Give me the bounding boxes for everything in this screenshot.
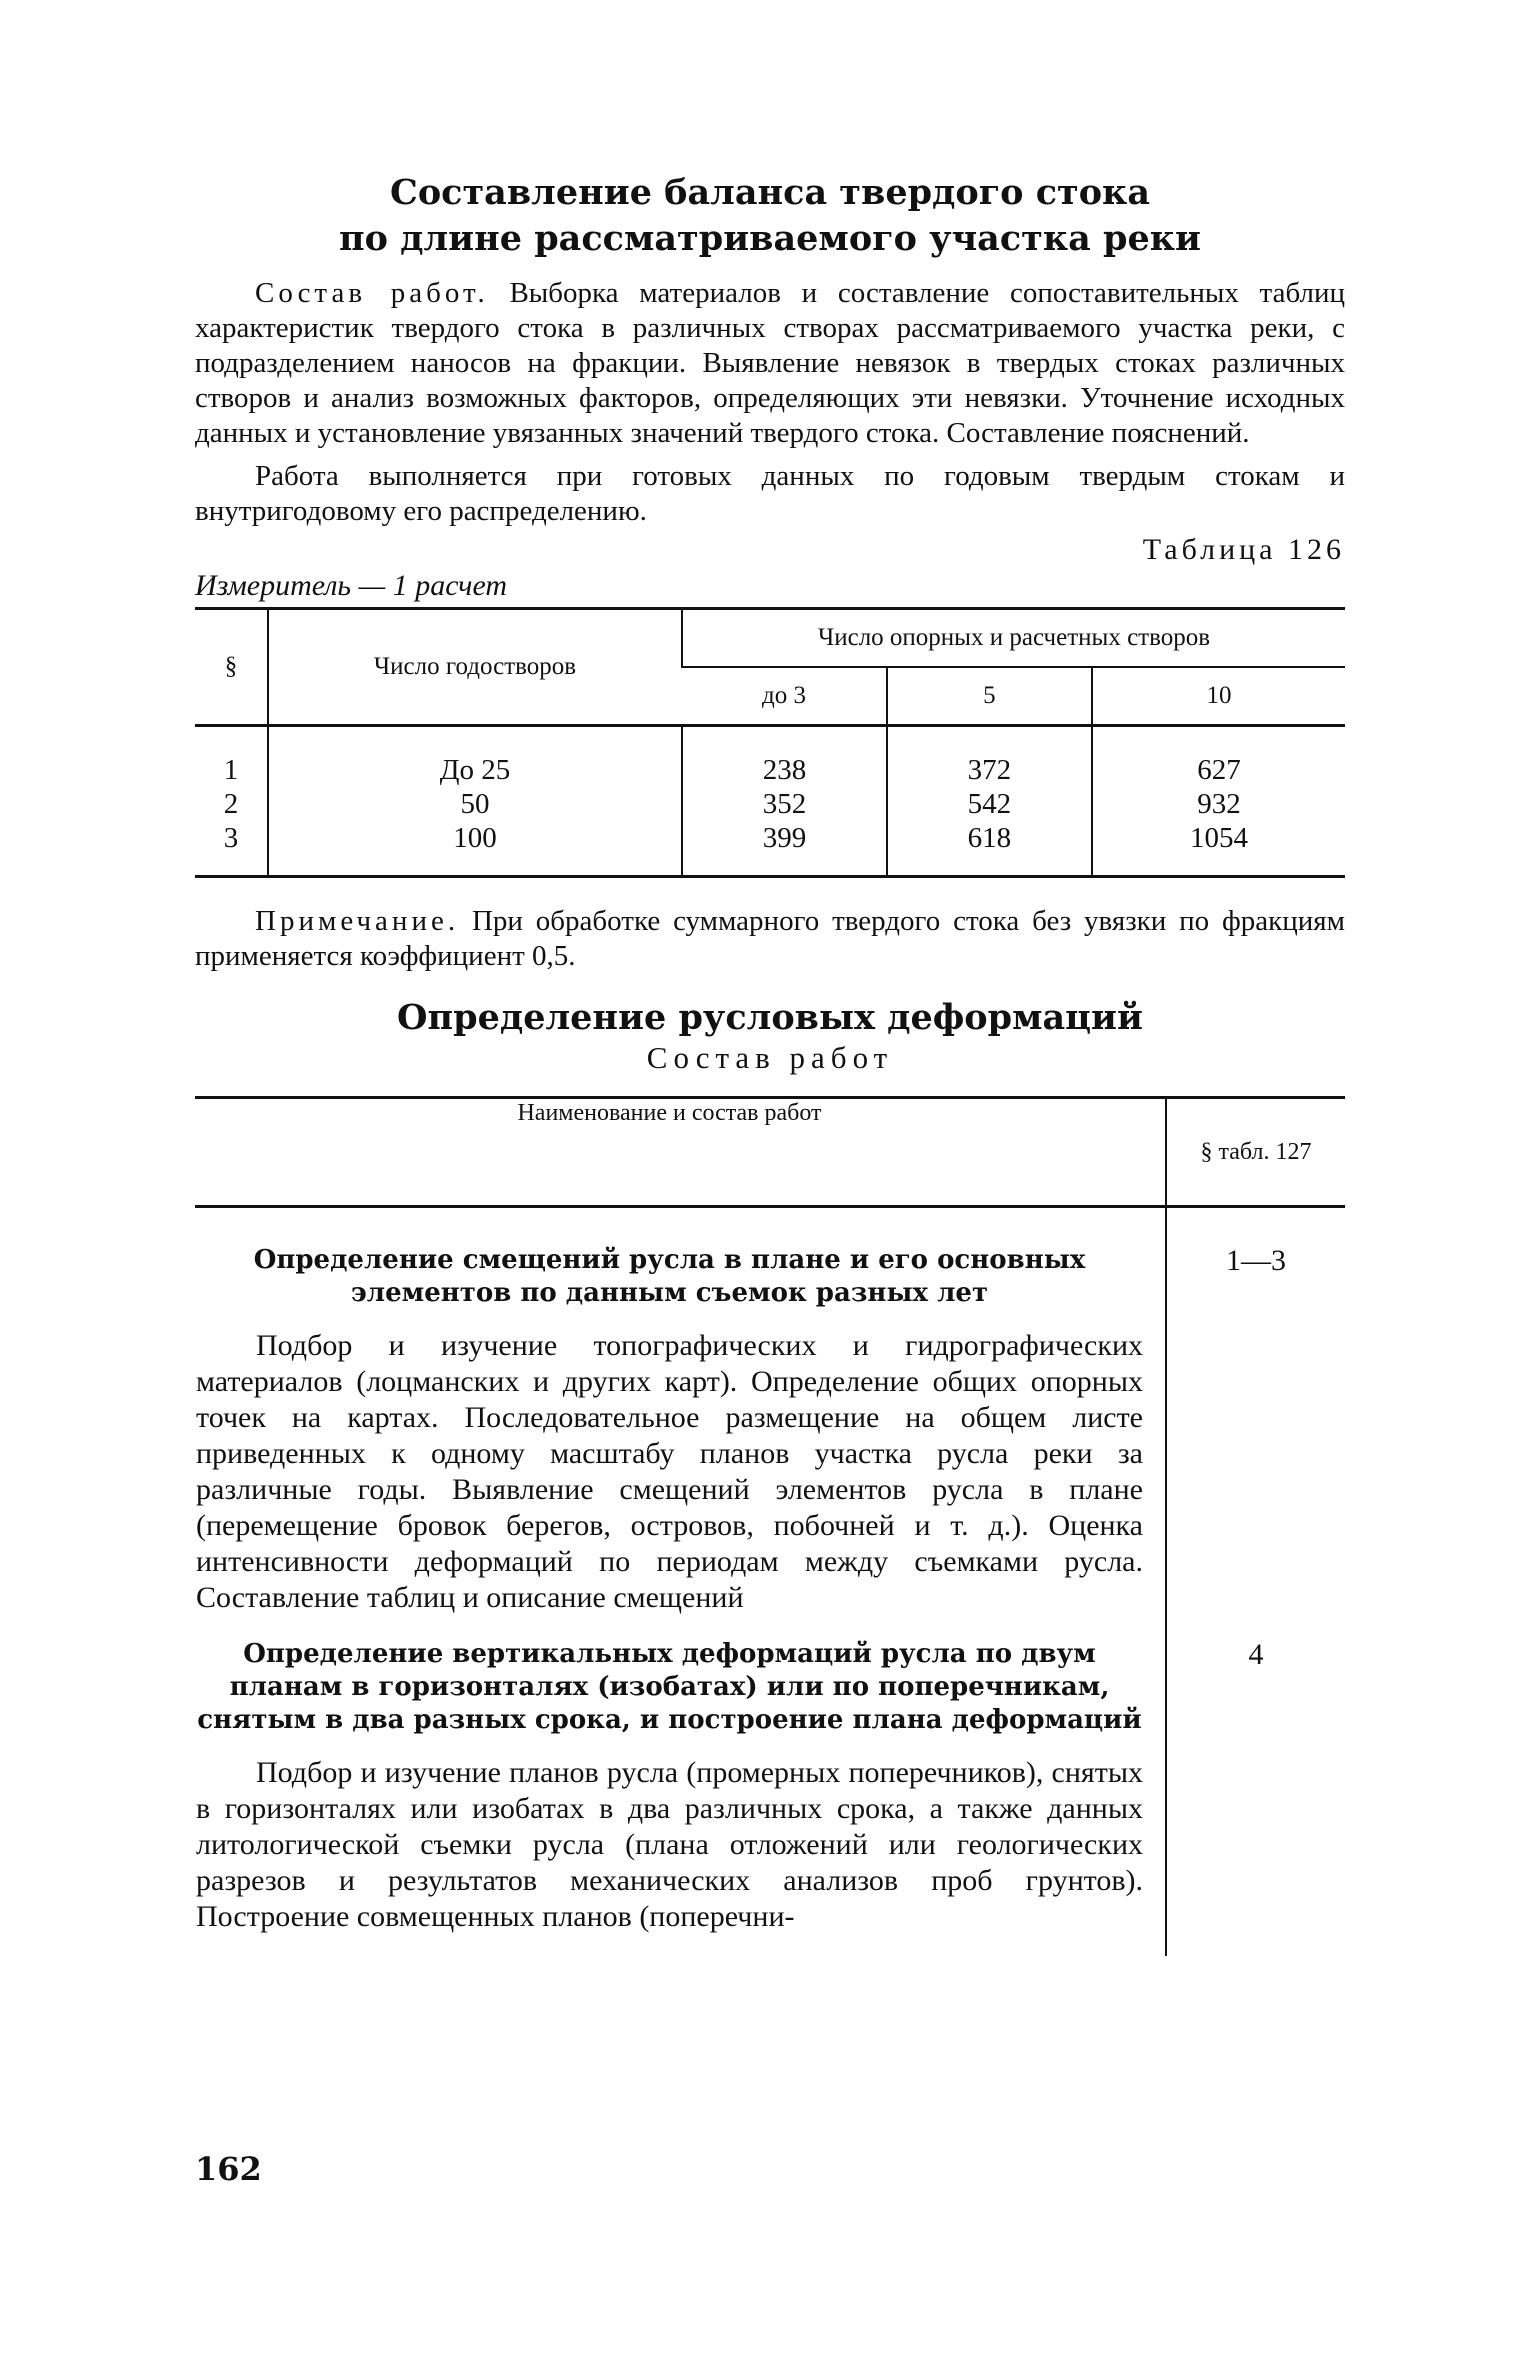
composition-text: Выборка материалов и составление сопоставительных таблиц характеристик твердого стока в различных створах рассматриваемого участка реки, с подразделением наносов на фракции. Выявление невязок в твердых стоках различных створов и анализ возможных факторов, определяющих эти невязки. Уточнение исходных данных и установление увязанных значений твердого стока. Составление пояснений. — [195, 277, 1346, 449]
table-note — [195, 904, 1345, 974]
col-ref-header-text: § табл. 127 — [1200, 1138, 1312, 1165]
subcol-header-2: 5 — [887, 667, 1092, 726]
title-line-2: по длине рассматриваемого участка реки — [339, 218, 1201, 259]
meter-label: Измеритель — 1 расчет — [195, 569, 508, 602]
section-2-subtitle: Состав работ — [646, 1040, 894, 1075]
cell-value: 932 — [1092, 787, 1345, 821]
note-text: При обработке суммарного твердого стока без увязки по фракциям применяется коэффициент 0,5. — [195, 905, 1345, 972]
cell-value: 352 — [682, 787, 887, 821]
col-hydro-header: Число годостворов — [268, 609, 682, 726]
cell-value: 399 — [682, 821, 887, 877]
section-title — [195, 170, 1345, 262]
table-126-label: Таблица 126 — [1142, 533, 1345, 566]
cell-value: 372 — [887, 726, 1092, 788]
table-row — [195, 1637, 1345, 1956]
composition-label: Состав работ. — [255, 277, 489, 309]
work-item-body: Подбор и изучение топографических и гидрографических материалов (лоцманских и других карт). Определение общих опорных точек на картах. Последовательное размещение на общем листе приведенных к одному масштабу планов участка русла реки за различные годы. Выявление смещений элементов русла в плане (перемещение бровок берегов, островов, побочней и т. д.). Оценка интенсивности деформаций по периодам между съемками русла. Составление таблиц и описание смещений — [196, 1329, 1143, 1614]
ref-value: 4 — [1248, 1638, 1264, 1671]
col-group-header: Число опорных и расчетных створов — [682, 609, 1345, 668]
ref-cell — [1166, 1207, 1345, 1638]
cell-hydro: 50 — [268, 787, 682, 821]
composition-paragraph — [195, 276, 1345, 451]
cell-value: 1054 — [1092, 821, 1345, 877]
work-item-cell — [195, 1637, 1166, 1956]
table-row — [195, 726, 1345, 788]
cell-hydro: 100 — [268, 821, 682, 877]
subcol-header-1: до 3 — [682, 667, 887, 726]
cell-number: 1 — [223, 754, 239, 786]
page-content — [195, 170, 1345, 1956]
table-row — [195, 821, 1345, 877]
title-line-1: Составление баланса твердого стока — [389, 172, 1151, 213]
ref-value: 1—3 — [1226, 1244, 1286, 1277]
section-2-title: Определение русловых деформаций — [397, 997, 1143, 1038]
cell-value: 238 — [682, 726, 887, 788]
cell-number: 3 — [223, 822, 239, 854]
table-126 — [195, 607, 1345, 878]
ref-cell — [1166, 1637, 1345, 1956]
cell-hydro: До 25 — [268, 726, 682, 788]
table-127 — [195, 1096, 1345, 1956]
page-number: 162 — [195, 2150, 262, 2188]
work-item-cell — [195, 1207, 1166, 1638]
cell-value: 542 — [887, 787, 1092, 821]
cell-number: 2 — [223, 788, 239, 820]
work-item-heading: Определение вертикальных деформаций русла по двум планам в горизонталях (изобатах) или по поперечникам, снятым в два разных срока, и построение плана деформаций — [197, 1639, 1142, 1735]
table-caption-row — [195, 533, 1345, 607]
work-conditions-paragraph: Работа выполняется при готовых данных по годовым твердым стокам и внутригодовому его распределению. — [195, 460, 1345, 527]
col-ref-header — [1166, 1098, 1345, 1207]
cell-value: 627 — [1092, 726, 1345, 788]
cell-value: 618 — [887, 821, 1092, 877]
note-label: Примечание. — [255, 905, 460, 937]
col-name-header: Наименование и состав работ — [195, 1098, 1166, 1207]
subcol-header-3: 10 — [1092, 667, 1345, 726]
work-item-body: Подбор и изучение планов русла (промерных поперечников), снятых в горизонталях или изобатах в два различных срока, а также данных литологической съемки русла (плана отложений или геологических разрезов и результатов механических анализов проб грунтов). Построение совмещенных планов (поперечни- — [196, 1756, 1143, 1933]
col-section-header: § — [224, 653, 238, 680]
table-row — [195, 787, 1345, 821]
table-row — [195, 1207, 1345, 1638]
work-item-heading: Определение смещений русла в плане и его основных элементов по данным съемок разных лет — [253, 1245, 1086, 1308]
